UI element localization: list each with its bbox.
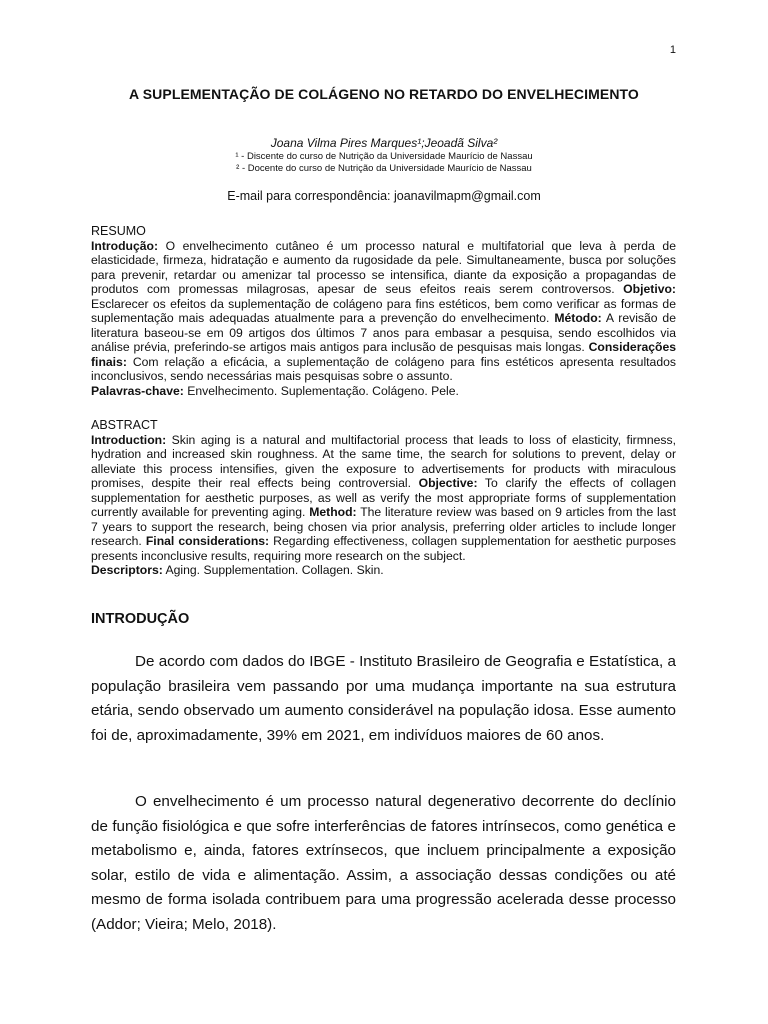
resumo-metodo-text: A revisão de literatura baseou-se em 09 artigos dos últimos 7 anos para embasar a pesquisa, sendo escolhidos via análise prévia, preferindo-se artigos mais antigos para inclusão de pesquisas mais longas.: [91, 311, 676, 354]
resumo-objetivo-label: Objetivo:: [614, 282, 676, 296]
author-list: Joana Vilma Pires Marques¹;Jeoadã Silva²: [270, 136, 498, 150]
resumo-section: [91, 224, 676, 398]
resumo-consideracoes-label: Considerações finais:: [91, 340, 676, 369]
resumo-keywords: [91, 384, 676, 399]
affiliation-1: ¹ - Discente do curso de Nutrição da Universidade Maurício de Nassau: [235, 151, 533, 162]
paper-title: A SUPLEMENTAÇÃO DE COLÁGENO NO RETARDO DO ENVELHECIMENTO: [129, 86, 639, 102]
correspondence-email: E-mail para correspondência: joanavilmapm@gmail.com: [227, 189, 541, 203]
introduction-paragraph-1: [91, 650, 676, 748]
abstract-method-label: Method:: [305, 505, 357, 519]
resumo-consideracoes-text: Com relação a eficácia, a suplementação de colágeno para fins estéticos apresenta resultados inconclusivos, sendo necessárias mais pesquisas sobre o assunto.: [91, 354, 676, 383]
page-number: 1: [669, 44, 676, 56]
abstract-descriptors-text: Aging. Supplementation. Collagen. Skin.: [162, 563, 384, 577]
resumo-metodo-label: Método:: [549, 311, 602, 325]
abstract-section: [91, 418, 676, 578]
resumo-keywords-label: Palavras-chave:: [91, 383, 184, 398]
resumo-intro-text: O envelhecimento cutâneo é um processo natural e multifatorial que leva à perda de elasticidade, firmeza, hidratação e aumento da rugosidade da pele. Simultaneamente, busca por soluções para prevenir, retardar ou amenizar tal processo se intensifica, diante da exposição a propagandas de produtos com promessas milagrosas, apesar de seus efeitos reais serem controversos.: [91, 238, 676, 296]
abstract-method-text: The literature review was based on 9 articles from the last 7 years to support the research, being chosen via prior analysis, preferring older articles to include longer research.: [91, 505, 676, 548]
resumo-intro-label: Introdução:: [91, 238, 159, 253]
paragraph-2-text: O envelhecimento é um processo natural degenerativo decorrente do declínio de função fisiológica e que sofre interferências de fatores intrínsecos, como genética e metabolismo e, ainda, fatores extrínsecos, que incluem principalmente a exposição solar, estilo de vida e alimentação. Assim, a associação dessas condições ou até mesmo de forma isolada contribuem para uma progressão acelerada desse processo (Addor; Vieira; Melo, 2018).: [91, 793, 676, 933]
abstract-heading: ABSTRACT: [91, 418, 158, 432]
abstract-objective-text: To clarify the effects of collagen supplementation for aesthetic purposes, as well as verify the most appropriate forms of supplementation currently available for preventing aging.: [91, 476, 676, 519]
abstract-intro-text: Skin aging is a natural and multifactorial process that leads to loss of elasticity, firmness, hydration and increased skin roughness. At the same time, the search for solutions to prevent, delay or alleviate this process intensifies, given the exposure to advertisements for products with miraculous promises, despite their real effects being controversial.: [91, 432, 676, 490]
abstract-descriptors: [91, 563, 676, 578]
abstract-objective-label: Objective:: [410, 476, 478, 490]
abstract-final-text: Regarding effectiveness, collagen supplementation for aesthetic purposes presents inconclusive results, requiring more research on the subject.: [91, 534, 676, 563]
resumo-objetivo-text: Esclarecer os efeitos da suplementação de colágeno para fins estéticos, bem como verificar as formas de suplementação mais adequadas atualmente para a prevenção do envelhecimento.: [91, 296, 676, 325]
abstract-intro-label: Introduction:: [91, 432, 167, 447]
abstract-descriptors-label: Descriptors:: [91, 563, 163, 577]
abstract-final-label: Final considerations:: [141, 534, 270, 548]
introduction-heading: INTRODUÇÃO: [91, 611, 190, 627]
affiliation-2: ² - Docente do curso de Nutrição da Universidade Maurício de Nassau: [236, 163, 532, 174]
resumo-heading: RESUMO: [91, 224, 146, 238]
introduction-paragraph-2: [91, 790, 676, 938]
resumo-keywords-text: Envelhecimento. Suplementação. Colágeno. Pele.: [183, 383, 459, 398]
paragraph-1-text: De acordo com dados do IBGE - Instituto Brasileiro de Geografia e Estatística, a população brasileira vem passando por uma mudança importante na sua estrutura etária, sendo observado um aumento considerável na população idosa. Esse aumento foi de, aproximadamente, 39% em 2021, em indivíduos maiores de 60 anos.: [91, 653, 676, 744]
